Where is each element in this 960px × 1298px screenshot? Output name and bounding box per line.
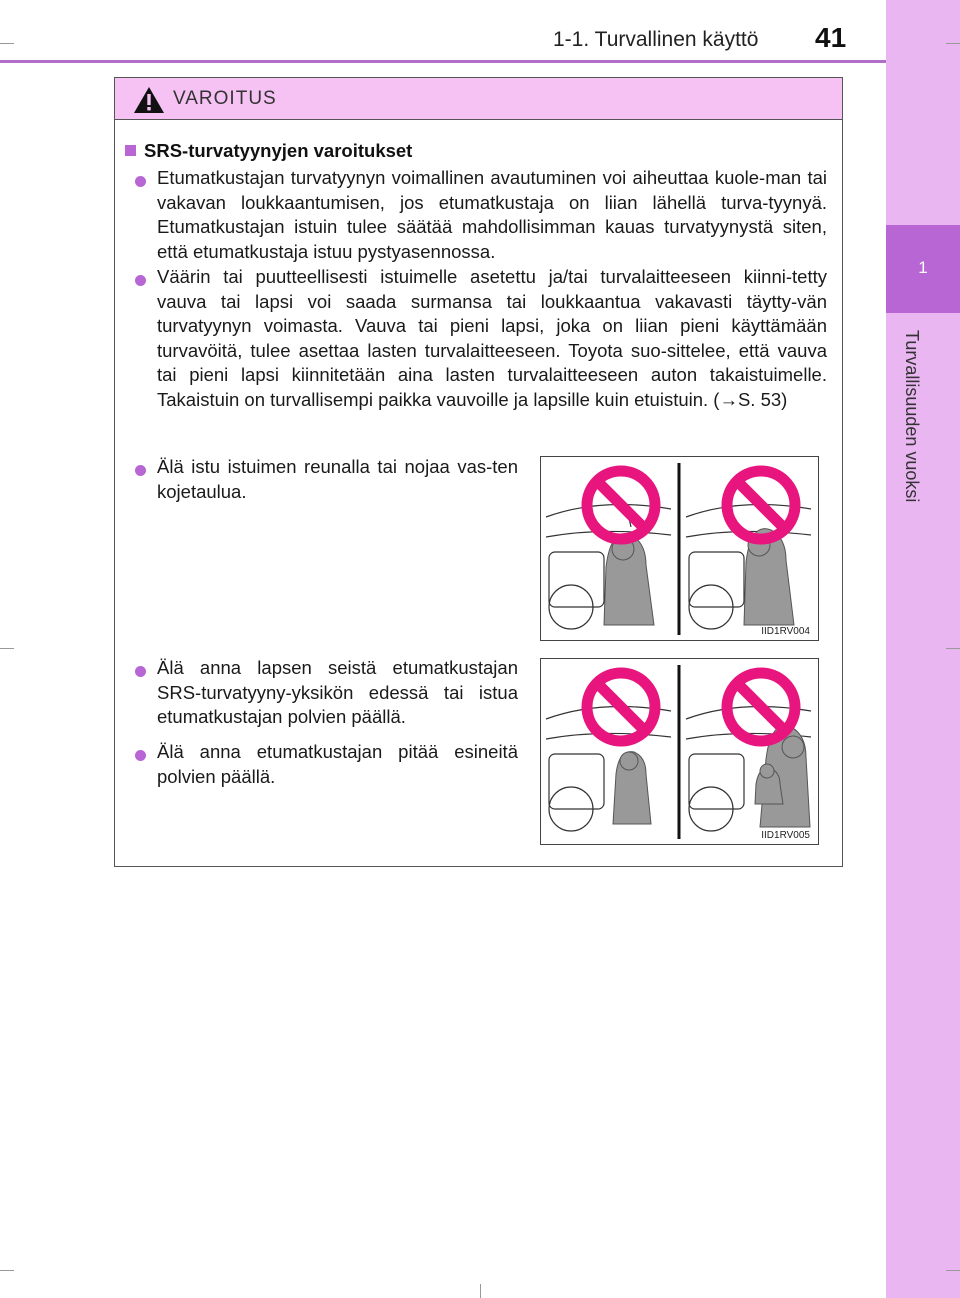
illustration-child-in-front-seat — [540, 658, 819, 845]
bullet-icon — [135, 275, 146, 286]
figure-code: IID1RV005 — [761, 830, 810, 841]
warning-item: Etumatkustajan turvatyynyn voimallinen avautuminen voi aiheuttaa kuole-man tai vakavan loukkaantumisen, jos etumatkustaja on liian lähellä turva-tyynyä. Etumatkustajan istuin tulee säätää mahdollisimman kauas turvatyynystä siten, että etumatkustaja istuu pystyasennossa. — [157, 167, 827, 262]
chapter-tab[interactable] — [886, 225, 960, 313]
bullet-icon — [135, 465, 146, 476]
illustration-leaning-on-dashboard — [540, 456, 819, 641]
crop-mark — [946, 43, 960, 44]
crop-mark — [0, 1270, 14, 1271]
car-interior-illustration — [541, 659, 817, 843]
subheading-text: SRS-turvatyynyjen varoitukset — [144, 140, 413, 161]
warning-header — [115, 78, 842, 120]
warning-box — [114, 77, 843, 867]
car-interior-illustration — [541, 457, 817, 639]
subheading — [125, 140, 412, 162]
warning-title: VAROITUS — [173, 88, 277, 109]
warning-triangle-icon — [133, 86, 165, 114]
bullet-icon — [135, 176, 146, 187]
page-number: 41 — [815, 22, 847, 53]
bullet-icon — [135, 666, 146, 677]
crop-mark — [946, 1270, 960, 1271]
side-tab — [886, 0, 960, 1298]
section-title: 1-1. Turvallinen käyttö — [553, 28, 759, 51]
square-bullet-icon — [125, 145, 136, 156]
warning-item: Väärin tai puutteellisesti istuimelle asetettu ja/tai turvalaitteeseen kiinni-tetty vauva tai lapsi voi saada surmansa tai loukkaantua vakavasti täytty-vän turvatyynyn voimasta. Vauva tai pieni lapsi, joka on liian pieni käyttämään turvavöitä, tulee asettaa lasten turvalaitteeseen. Toyota suo-sittelee, että vauva tai pieni lapsi kiinnitetään aina lasten turvalaitteeseen auton takaistuimelle. Takaistuin on turvallisempi paikka vauvoille ja lapsille kuin etuistuin. (→S. 53) — [157, 266, 827, 410]
figure-code: IID1RV004 — [761, 626, 810, 637]
crop-mark — [946, 648, 960, 649]
warning-item: Älä istu istuimen reunalla tai nojaa vas-ten kojetaulua. — [157, 456, 518, 502]
chapter-title: Turvallisuuden vuoksi — [902, 330, 922, 503]
header-rule — [0, 60, 886, 63]
crop-mark — [0, 43, 14, 44]
crop-mark — [0, 648, 14, 649]
chapter-number: 1 — [918, 258, 928, 277]
crop-mark — [480, 1284, 481, 1298]
warning-item: Älä anna etumatkustajan pitää esineitä polvien päällä. — [157, 741, 518, 787]
bullet-icon — [135, 750, 146, 761]
warning-item: Älä anna lapsen seistä etumatkustajan SRS-turvatyyny-yksikön edessä tai istua etumatkustajan polvien päällä. — [157, 657, 518, 727]
